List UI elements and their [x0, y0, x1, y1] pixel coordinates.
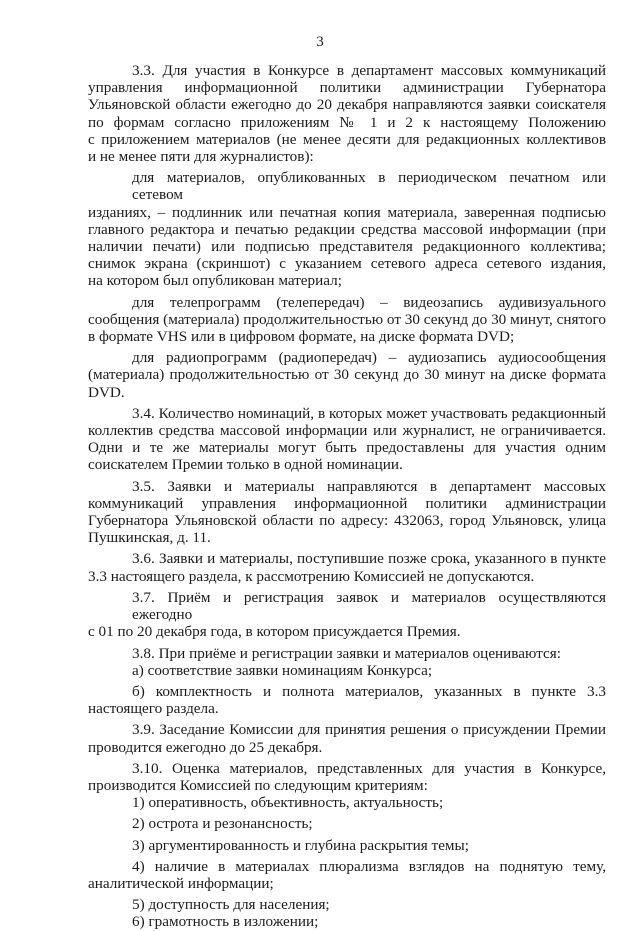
text-line: Ульяновской области ежегодно до 20 декабря направляются заявки соискателя	[88, 96, 606, 114]
text-line: и не менее пяти для журналистов):	[88, 148, 314, 166]
text-line: Губернатора Ульяновской области по адресу: 432063, город Ульяновск, улица	[88, 512, 606, 530]
text-line: для телепрограмм (телепередач) – видеозапись аудивизуального	[132, 293, 606, 311]
text-line: главного редактора и печатью редакции средства массовой информации (при	[88, 220, 606, 238]
text-line: проводится ежегодно до 25 декабря.	[88, 738, 323, 756]
text-line: производится Комиссией по следующим критериям:	[88, 776, 428, 794]
text-line: аналитической информации;	[88, 874, 274, 892]
text-line: настоящего раздела.	[88, 700, 219, 718]
text-line: 4) наличие в материалах плюрализма взглядов на поднятую тему,	[132, 857, 606, 875]
text-line: DVD.	[88, 383, 125, 401]
text-line: 3.10. Оценка материалов, представленных для участия в Конкурсе,	[132, 759, 606, 777]
text-line: на котором был опубликован материал;	[88, 272, 342, 290]
text-line: сообщения (материала) продолжительностью от 30 секунд до 30 минут, снятого	[88, 310, 606, 328]
text-line: по формам согласно приложениям № 1 и 2 к настоящему Положению	[88, 113, 606, 131]
text-line: б) комплектность и полнота материалов, указанных в пункте 3.3	[132, 682, 606, 700]
text-line: наличии печати) или подписью представителя редакционного коллектива;	[88, 238, 606, 256]
text-line: Одни и те же материалы могут быть предоставлены для участия одним	[88, 439, 606, 457]
text-line: снимок экрана (скриншот) с указанием сетевого адреса сетевого издания,	[88, 255, 606, 273]
text-line: в формате VHS или в цифровом формате, на диске формата DVD;	[88, 328, 515, 346]
text-line: изданиях, – подлинник или печатная копия материала, заверенная подписью	[88, 203, 606, 221]
text-line: 3.7. Приём и регистрация заявок и материалов осуществляются ежегодно	[132, 588, 606, 624]
text-line: 5) доступность для населения;	[132, 896, 330, 914]
text-line: для радиопрограмм (радиопередач) – аудиозапись аудиосообщения	[132, 349, 606, 367]
text-line: управления информационной политики администрации Губернатора	[88, 79, 606, 97]
text-line: 1) оперативность, объективность, актуальность;	[132, 794, 444, 812]
text-line: 3) аргументированность и глубина раскрытия темы;	[132, 836, 469, 854]
text-line: 3.3. Для участия в Конкурсе в департамент массовых коммуникаций	[132, 62, 606, 79]
text-line: с приложением материалов (не менее десяти для редакционных коллективов	[88, 130, 606, 148]
document-body	[88, 62, 606, 931]
text-line: (материала) продолжительностью от 30 секунд до 30 минут на диске формата	[88, 366, 606, 384]
text-line: 2) острота и резонансность;	[132, 815, 313, 833]
text-line: а) соответствие заявки номинациям Конкурса;	[132, 661, 433, 679]
text-line: 3.4. Количество номинаций, в которых может участвовать редакционный	[132, 404, 606, 422]
text-line: коллектив средства массовой информации или журналист, не ограничивается.	[88, 422, 606, 440]
text-line: 3.5. Заявки и материалы направляются в департамент массовых	[132, 477, 606, 495]
text-line: Пушкинская, д. 11.	[88, 529, 211, 547]
text-line: 6) грамотность в изложении;	[132, 913, 319, 931]
text-line: 3.3 настоящего раздела, к рассмотрению Комиссией не допускаются.	[88, 567, 535, 585]
text-line: 3.8. При приёме и регистрации заявки и материалов оцениваются:	[132, 644, 561, 662]
page-number: 3	[316, 34, 324, 50]
text-line: коммуникаций управления информационной политики администрации	[88, 494, 606, 512]
text-line: соискателем Премии только в одной номинации.	[88, 456, 403, 474]
text-line: 3.6. Заявки и материалы, поступившие позже срока, указанного в пункте	[132, 550, 606, 568]
text-line: с 01 по 20 декабря года, в котором присуждается Премия.	[88, 623, 461, 641]
text-line: 3.9. Заседание Комиссии для принятия решения о присуждении Премии	[132, 721, 606, 739]
text-line: для материалов, опубликованных в периодическом печатном или сетевом	[132, 169, 606, 204]
